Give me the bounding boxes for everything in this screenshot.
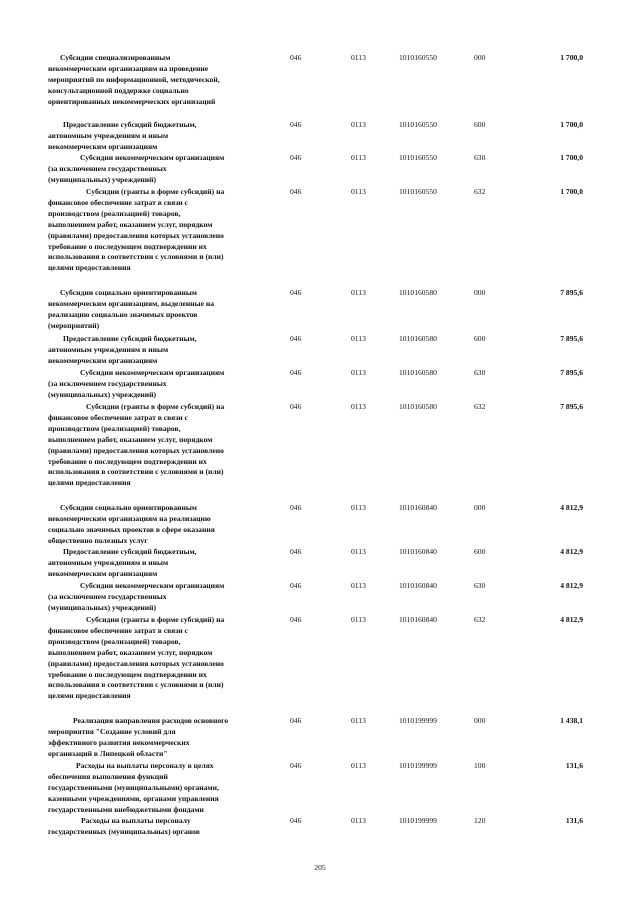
section-code-cell: 0113 [351, 368, 366, 377]
section-code-cell: 0113 [351, 53, 366, 62]
description-line: Субсидии (гранты в форме субсидий) на [86, 187, 225, 196]
description-line: (муниципальных) учреждений) [48, 602, 157, 612]
target-article-cell: 1010160840 [399, 581, 437, 590]
description-line: некоммерческим организациям на проведение [48, 63, 209, 73]
target-article-cell: 1010160580 [399, 368, 437, 377]
admin-code-cell: 046 [290, 581, 302, 590]
description-line: Реализация направления расходов основного [73, 716, 229, 725]
target-article-cell: 1010160550 [399, 53, 437, 62]
description-line: (за исключением государственных [48, 163, 167, 173]
expense-type-cell: 632 [474, 187, 486, 196]
description-line: социально значимых проектов в сфере оказания [48, 524, 215, 534]
section-code-cell: 0113 [351, 334, 366, 343]
description-line: целями предоставления [48, 263, 131, 273]
expense-type-cell: 120 [474, 816, 486, 825]
description-line: организаций в Липецкой области" [48, 748, 168, 758]
expense-type-cell: 000 [474, 288, 486, 297]
section-code-cell: 0113 [351, 120, 366, 129]
description-line: Субсидии некоммерческим организациям [80, 153, 225, 162]
description-line: Субсидии некоммерческим организациям [80, 368, 225, 377]
amount-cell: 131,6 [565, 816, 583, 825]
description-line: финансовое обеспечение затрат в связи с [48, 625, 188, 635]
expense-type-cell: 600 [474, 334, 486, 343]
expense-type-cell: 630 [474, 153, 486, 162]
description-line: целями предоставления [48, 691, 131, 701]
description-line: мероприятия "Создание условий для [48, 726, 176, 736]
description-line: использования в соответствии с условиями и (или) [48, 467, 224, 477]
target-article-cell: 1010199999 [399, 761, 437, 770]
amount-cell: 7 895,6 [560, 402, 583, 411]
description-line: Предоставление субсидий бюджетным, [63, 334, 197, 343]
row-description [48, 761, 262, 816]
admin-code-cell: 046 [290, 187, 302, 196]
amount-cell: 4 812,9 [560, 581, 583, 590]
description-line: Субсидии некоммерческим организациям [80, 581, 225, 590]
admin-code-cell: 046 [290, 615, 302, 624]
description-line: Предоставление субсидий бюджетным, [63, 120, 197, 129]
description-line: государственными (муниципальными) органами, [48, 782, 219, 792]
section-code-cell: 0113 [351, 153, 366, 162]
description-line: некоммерческим организациям [48, 141, 158, 151]
row-description [48, 53, 262, 108]
amount-cell: 131,6 [565, 761, 583, 770]
target-article-cell: 1010160550 [399, 120, 437, 129]
description-line: Субсидии (гранты в форме субсидий) на [86, 402, 225, 411]
description-line: (правилами) предоставления которых установлено [48, 445, 224, 455]
description-line: (правилами) предоставления которых установлено [48, 230, 224, 240]
section-code-cell: 0113 [351, 581, 366, 590]
row-description [48, 288, 262, 332]
amount-cell: 7 895,6 [560, 334, 583, 343]
target-article-cell: 1010160840 [399, 615, 437, 624]
description-line: производством (реализацией) товаров, [48, 636, 181, 646]
description-line: государственными внебюджетными фондами [48, 804, 204, 814]
amount-cell: 7 895,6 [560, 288, 583, 297]
row-description [48, 581, 262, 614]
amount-cell: 1 700,0 [560, 120, 583, 129]
description-line: реализацию социально значимых проектов [48, 309, 198, 319]
target-article-cell: 1010160580 [399, 334, 437, 343]
expense-type-cell: 600 [474, 120, 486, 129]
expense-type-cell: 100 [474, 761, 486, 770]
target-article-cell: 1010160580 [399, 288, 437, 297]
row-description [48, 120, 262, 153]
section-code-cell: 0113 [351, 402, 366, 411]
description-line: некоммерческим организациям [48, 568, 158, 578]
admin-code-cell: 046 [290, 402, 302, 411]
admin-code-cell: 046 [290, 503, 302, 512]
row-description [48, 187, 262, 274]
target-article-cell: 1010160550 [399, 187, 437, 196]
admin-code-cell: 046 [290, 716, 302, 725]
section-code-cell: 0113 [351, 761, 366, 770]
expense-type-cell: 632 [474, 402, 486, 411]
target-article-cell: 1010199999 [399, 816, 437, 825]
row-description [48, 716, 262, 760]
section-code-cell: 0113 [351, 716, 366, 725]
section-code-cell: 0113 [351, 547, 366, 556]
description-line: консультационной поддержке социально [48, 85, 189, 95]
row-description [48, 153, 262, 186]
row-description [48, 816, 262, 838]
expense-type-cell: 600 [474, 547, 486, 556]
amount-cell: 1 438,1 [560, 716, 583, 725]
amount-cell: 4 812,9 [560, 615, 583, 624]
description-line: производством (реализацией) товаров, [48, 423, 181, 433]
expense-type-cell: 000 [474, 53, 486, 62]
amount-cell: 1 700,0 [560, 53, 583, 62]
amount-cell: 4 812,9 [560, 503, 583, 512]
description-line: выполнением работ, оказанием услуг, порядком [48, 219, 213, 229]
admin-code-cell: 046 [290, 120, 302, 129]
row-description [48, 615, 262, 702]
description-line: автономным учреждениям и иным [48, 344, 169, 354]
expense-type-cell: 000 [474, 716, 486, 725]
description-line: Расходы на выплаты персоналу в целях [76, 761, 214, 770]
row-description [48, 402, 262, 489]
target-article-cell: 1010199999 [399, 716, 437, 725]
page-number: 205 [314, 863, 326, 872]
description-line: автономным учреждениям и иным [48, 557, 169, 567]
description-line: (за исключением государственных [48, 378, 167, 388]
description-line: финансовое обеспечение затрат в связи с [48, 412, 188, 422]
expense-type-cell: 000 [474, 503, 486, 512]
description-line: Субсидии специализированным [60, 53, 171, 62]
description-line: (правилами) предоставления которых установлено [48, 658, 224, 668]
admin-code-cell: 046 [290, 288, 302, 297]
description-line: некоммерческим организациям, выделенные на [48, 298, 215, 308]
description-line: ориентированных некоммерческих организаций [48, 96, 216, 106]
amount-cell: 1 700,0 [560, 153, 583, 162]
description-line: автономным учреждениям и иным [48, 130, 169, 140]
admin-code-cell: 046 [290, 816, 302, 825]
section-code-cell: 0113 [351, 187, 366, 196]
expense-type-cell: 630 [474, 368, 486, 377]
admin-code-cell: 046 [290, 153, 302, 162]
description-line: выполнением работ, оказанием услуг, порядком [48, 434, 213, 444]
description-line: требование о последующем подтверждении их [48, 669, 207, 679]
admin-code-cell: 046 [290, 547, 302, 556]
amount-cell: 7 895,6 [560, 368, 583, 377]
row-description [48, 334, 262, 367]
target-article-cell: 1010160840 [399, 503, 437, 512]
expense-type-cell: 630 [474, 581, 486, 590]
description-line: некоммерческим организациям [48, 355, 158, 365]
description-line: мероприятий по информационной, методической, [48, 74, 220, 84]
description-line: эффективного развития некоммерческих [48, 737, 190, 747]
description-line: требование о последующем подтверждении их [48, 456, 207, 466]
admin-code-cell: 046 [290, 761, 302, 770]
target-article-cell: 1010160550 [399, 153, 437, 162]
description-line: требование о последующем подтверждении их [48, 241, 207, 251]
description-line: Расходы на выплаты персоналу [81, 816, 191, 825]
section-code-cell: 0113 [351, 615, 366, 624]
description-line: (муниципальных) учреждений) [48, 174, 157, 184]
amount-cell: 1 700,0 [560, 187, 583, 196]
description-line: (за исключением государственных [48, 591, 167, 601]
expense-type-cell: 632 [474, 615, 486, 624]
description-line: целями предоставления [48, 478, 131, 488]
amount-cell: 4 812,9 [560, 547, 583, 556]
description-line: некоммерческим организациям на реализацию [48, 513, 211, 523]
description-line: Предоставление субсидий бюджетным, [63, 547, 197, 556]
description-line: казенными учреждениями, органами управления [48, 793, 219, 803]
row-description [48, 547, 262, 580]
admin-code-cell: 046 [290, 368, 302, 377]
description-line: государственных (муниципальных) органов [48, 826, 200, 836]
description-line: (муниципальных) учреждений) [48, 389, 157, 399]
description-line: Субсидии (гранты в форме субсидий) на [86, 615, 225, 624]
description-line: финансовое обеспечение затрат в связи с [48, 197, 188, 207]
admin-code-cell: 046 [290, 334, 302, 343]
description-line: обеспечения выполнения функций [48, 771, 168, 781]
target-article-cell: 1010160840 [399, 547, 437, 556]
section-code-cell: 0113 [351, 288, 366, 297]
section-code-cell: 0113 [351, 503, 366, 512]
row-description [48, 368, 262, 401]
row-description [48, 503, 262, 547]
description-line: выполнением работ, оказанием услуг, порядком [48, 647, 213, 657]
description-line: использования в соответствии с условиями и (или) [48, 252, 224, 262]
admin-code-cell: 046 [290, 53, 302, 62]
description-line: производством (реализацией) товаров, [48, 208, 181, 218]
description-line: Субсидии социально ориентированным [60, 503, 197, 512]
description-line: Субсидии социально ориентированным [60, 288, 197, 297]
description-line: использования в соответствии с условиями и (или) [48, 680, 224, 690]
description-line: общественно полезных услуг [48, 535, 148, 545]
description-line: (мероприятий) [48, 320, 100, 330]
section-code-cell: 0113 [351, 816, 366, 825]
target-article-cell: 1010160580 [399, 402, 437, 411]
